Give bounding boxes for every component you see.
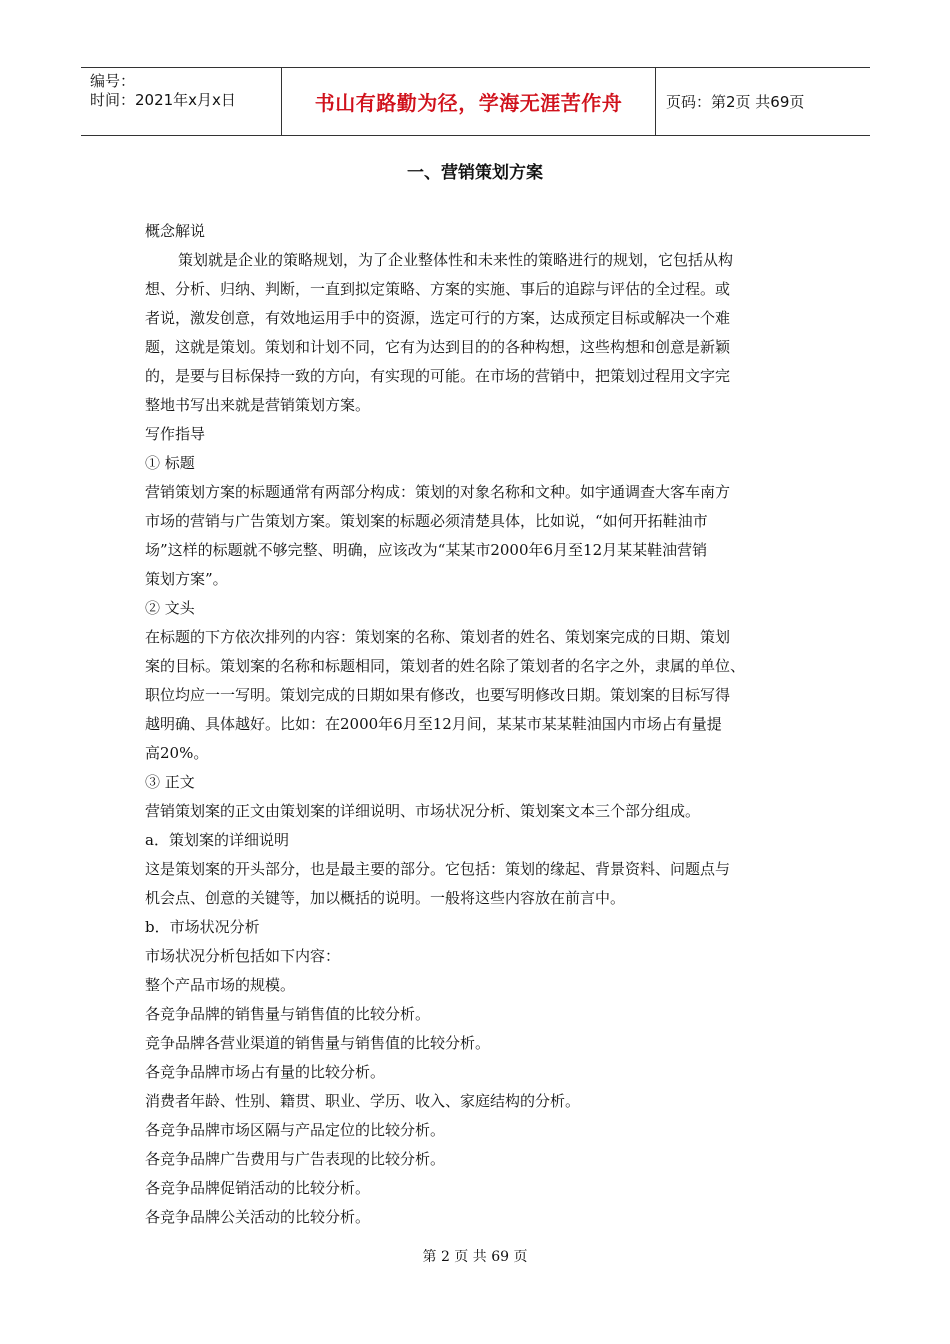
body-line: 职位均应一一写明。策划完成的日期如果有修改，也要写明修改日期。策划案的目标写得: [145, 686, 731, 704]
body-line: 整地书写出来就是营销策划方案。: [145, 396, 371, 414]
body-line: 策划方案”。: [145, 570, 228, 588]
body-line: ② 文头: [145, 599, 195, 617]
body-line: ① 标题: [145, 454, 195, 472]
body-line: 场”这样的标题就不够完整、明确，应该改为“某某市2000年6月至12月某某鞋油营销: [145, 541, 708, 559]
document-body: [145, 217, 813, 1232]
body-line: b．市场状况分析: [145, 918, 260, 936]
page-footer: 第 2 页 共 69 页: [422, 1249, 528, 1265]
body-line: 的，是要与目标保持一致的方向，有实现的可能。在市场的营销中，把策划过程用文字完: [145, 367, 731, 385]
body-line: 各竞争品牌公关活动的比较分析。: [145, 1208, 371, 1226]
body-line: 市场状况分析包括如下内容：: [145, 947, 341, 965]
header-motto-cell: [281, 68, 656, 135]
body-line: 整个产品市场的规模。: [145, 976, 296, 994]
body-line: 市场的营销与广告策划方案。策划案的标题必须清楚具体，比如说，“如何开拓鞋油市: [145, 512, 708, 530]
body-line: 消费者年龄、性别、籍贯、职业、学历、收入、家庭结构的分析。: [145, 1092, 581, 1110]
body-line: 各竞争品牌的销售量与销售值的比较分析。: [145, 1005, 431, 1023]
body-line: 高20%。: [145, 744, 209, 762]
document-title: 一、营销策划方案: [407, 163, 543, 183]
body-line: a．策划案的详细说明: [145, 831, 289, 849]
body-line: ③ 正文: [145, 773, 195, 791]
body-line: 想、分析、归纳、判断，一直到拟定策略、方案的实施、事后的追踪与评估的全过程。或: [145, 280, 731, 298]
body-line: 机会点、创意的关键等，加以概括的说明。一般将这些内容放在前言中。: [145, 889, 626, 907]
body-line: 竞争品牌各营业渠道的销售量与销售值的比较分析。: [145, 1034, 491, 1052]
header-page-cell: [656, 68, 870, 135]
body-line: 概念解说: [145, 222, 206, 240]
body-line: 各竞争品牌促销活动的比较分析。: [145, 1179, 371, 1197]
body-line: 策划就是企业的策略规划，为了企业整体性和未来性的策略进行的规划，它包括从构: [178, 251, 734, 269]
body-line: 写作指导: [145, 425, 206, 443]
body-line: 者说，激发创意，有效地运用手中的资源，选定可行的方案，达成预定目标或解决一个难: [145, 309, 731, 327]
document-date: 时间：2021年x月x日: [90, 91, 236, 109]
document-number-label: 编号：: [90, 72, 136, 90]
body-line: 这是策划案的开头部分，也是最主要的部分。它包括：策划的缘起、背景资料、问题点与: [145, 860, 731, 878]
body-line: 在标题的下方依次排列的内容：策划案的名称、策划者的姓名、策划案完成的日期、策划: [145, 628, 731, 646]
body-line: 各竞争品牌广告费用与广告表现的比较分析。: [145, 1150, 446, 1168]
body-line: 各竞争品牌市场区隔与产品定位的比较分析。: [145, 1121, 446, 1139]
body-line: 营销策划案的正文由策划案的详细说明、市场状况分析、策划案文本三个部分组成。: [145, 802, 701, 820]
body-line: 营销策划方案的标题通常有两部分构成：策划的对象名称和文种。如宇通调查大客车南方: [145, 483, 731, 501]
body-line: 案的目标。策划案的名称和标题相同，策划者的姓名除了策划者的名字之外，隶属的单位、: [145, 657, 746, 675]
body-line: 题，这就是策划。策划和计划不同，它有为达到目的的各种构想，这些构想和创意是新颖: [145, 338, 731, 356]
body-line: 越明确、具体越好。比如：在2000年6月至12月间，某某市某某鞋油国内市场占有量提: [145, 715, 722, 733]
header-motto: 书山有路勤为径，学海无涯苦作舟: [314, 91, 623, 115]
page-header: [81, 67, 870, 136]
header-meta: [81, 68, 281, 135]
body-line: 各竞争品牌市场占有量的比较分析。: [145, 1063, 386, 1081]
header-page-info: 页码：第2页 共69页: [666, 93, 805, 111]
